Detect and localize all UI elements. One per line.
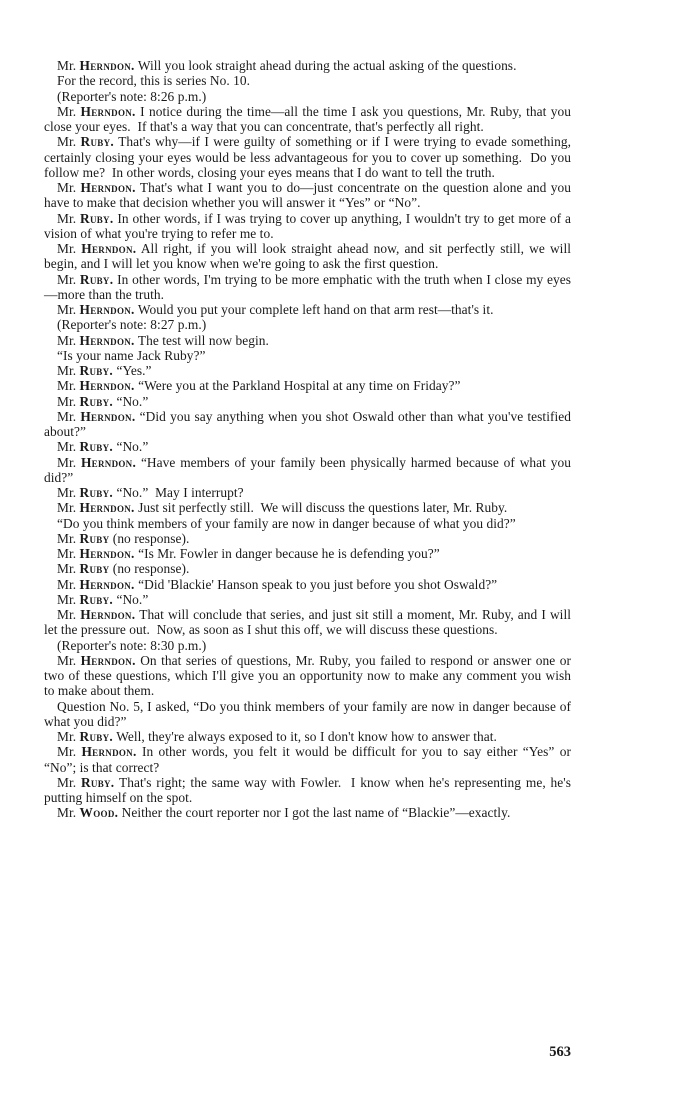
speaker-title: Mr. bbox=[57, 302, 77, 317]
speaker-name: Herndon. bbox=[79, 576, 135, 592]
speaker-title: Mr. bbox=[57, 805, 77, 821]
paragraph-text: “Is your name Jack Ruby?” bbox=[57, 347, 206, 363]
speaker-title: Mr. bbox=[57, 500, 77, 516]
speaker-title: Mr. bbox=[57, 576, 77, 592]
speaker-name: Herndon. bbox=[81, 241, 137, 256]
speaker-title: Mr. bbox=[57, 774, 77, 790]
transcript-paragraph bbox=[44, 134, 575, 180]
transcript-paragraph bbox=[44, 317, 571, 332]
paragraph-text: (Reporter's note: 8:26 p.m.) bbox=[57, 88, 207, 104]
page-number: 563 bbox=[549, 1044, 571, 1060]
paragraph-text: All right, if you will look straight ahead now, and sit perfectly still, we will begin, and I will let you know when we're going to ask the first question. bbox=[44, 241, 575, 272]
paragraph-text: For the record, this is series No. 10. bbox=[57, 73, 251, 89]
speaker-title: Mr. bbox=[57, 744, 77, 760]
paragraph-text: “No.” bbox=[113, 439, 149, 455]
transcript-paragraph bbox=[44, 652, 575, 699]
speaker-name: Wood. bbox=[79, 805, 119, 821]
paragraph-text: “Did 'Blackie' Hanson speak to you just before you shot Oswald?” bbox=[134, 576, 498, 592]
transcript-paragraph bbox=[44, 729, 571, 744]
speaker-title: Mr. bbox=[57, 363, 77, 378]
paragraph-text: Just sit perfectly still. We will discuss the questions later, Mr. Ruby. bbox=[134, 500, 508, 516]
speaker-title: Mr. bbox=[57, 58, 77, 73]
transcript-paragraph bbox=[44, 439, 571, 454]
speaker-name: Herndon. bbox=[79, 500, 135, 516]
paragraph-text: In other words, if I was trying to cover up anything, I wouldn't try to get more of a vision of what you're trying to refer me to. bbox=[44, 210, 575, 241]
transcript-paragraph bbox=[44, 698, 575, 730]
speaker-name: Ruby. bbox=[79, 591, 114, 607]
speaker-name: Ruby. bbox=[79, 271, 114, 287]
paragraph-text: “Yes.” bbox=[113, 363, 152, 378]
speaker-name: Ruby. bbox=[79, 485, 114, 500]
transcript-paragraph bbox=[44, 378, 571, 393]
paragraph-text: (no response). bbox=[109, 561, 190, 577]
transcript-paragraph bbox=[44, 500, 571, 515]
paragraph-text: (Reporter's note: 8:27 p.m.) bbox=[57, 317, 207, 333]
paragraph-text: That's right; the same way with Fowler. I know when he's representing me, he's putting himself on the spot. bbox=[44, 774, 575, 805]
paragraph-text: That will conclude that series, and just sit still a moment, Mr. Ruby, and I will let the pressure out. Now, as soon as I shut this off, we will discuss these questions. bbox=[44, 607, 575, 638]
speaker-title: Mr. bbox=[57, 241, 77, 256]
speaker-name: Herndon. bbox=[79, 546, 135, 561]
speaker-title: Mr. bbox=[57, 561, 77, 577]
paragraph-text: On that series of questions, Mr. Ruby, you failed to respond or answer one or two of these questions, which I'll give you an opportunity now to make any comment you wish to make about them. bbox=[44, 652, 575, 699]
paragraph-text: In other words, I'm trying to be more emphatic with the truth when I close my eyes—more than the truth. bbox=[44, 271, 572, 302]
transcript-paragraph bbox=[44, 485, 571, 500]
paragraph-text: In other words, you felt it would be difficult for you to say either “Yes” or “No”; is that correct? bbox=[44, 744, 575, 775]
transcript-paragraph bbox=[44, 73, 571, 88]
paragraph-text: I notice during the time—all the time I ask you questions, Mr. Ruby, that you close your eyes. If that's a way that you can concentrate, that's perfectly all right. bbox=[44, 103, 575, 134]
transcript-paragraph bbox=[44, 607, 575, 638]
transcript-paragraph bbox=[44, 638, 571, 653]
speaker-name: Herndon. bbox=[80, 454, 137, 470]
speaker-title: Mr. bbox=[57, 408, 77, 424]
speaker-title: Mr. bbox=[57, 103, 77, 119]
transcript-paragraph bbox=[44, 103, 575, 135]
transcript-paragraph bbox=[44, 577, 571, 592]
paragraph-text: “Were you at the Parkland Hospital at any time on Friday?” bbox=[134, 378, 461, 394]
speaker-title: Mr. bbox=[57, 652, 77, 668]
transcript-paragraph bbox=[44, 805, 571, 820]
paragraph-text: “No.” bbox=[113, 591, 149, 607]
transcript-paragraph bbox=[44, 744, 575, 775]
transcript-paragraph bbox=[44, 333, 571, 348]
speaker-name: Herndon. bbox=[79, 58, 135, 73]
speaker-name: Herndon. bbox=[80, 652, 136, 668]
transcript-paragraph bbox=[44, 363, 571, 378]
transcript-paragraph bbox=[44, 516, 571, 531]
transcript-paragraph bbox=[44, 241, 575, 272]
speaker-title: Mr. bbox=[57, 546, 77, 561]
speaker-name: Ruby. bbox=[80, 774, 115, 790]
speaker-title: Mr. bbox=[57, 530, 77, 546]
speaker-name: Herndon. bbox=[80, 103, 136, 119]
speaker-title: Mr. bbox=[57, 271, 77, 287]
speaker-name: Herndon. bbox=[80, 408, 136, 424]
speaker-name: Ruby. bbox=[80, 134, 115, 150]
transcript-paragraph bbox=[44, 531, 571, 546]
transcript-paragraph bbox=[44, 408, 575, 440]
speaker-title: Mr. bbox=[57, 454, 77, 470]
transcript-paragraph bbox=[44, 180, 575, 211]
transcript-paragraph bbox=[44, 89, 571, 104]
speaker-title: Mr. bbox=[57, 134, 77, 150]
paragraph-text: Question No. 5, I asked, “Do you think members of your family are now in danger because of what you did?” bbox=[44, 698, 575, 729]
paragraph-text: Will you look straight ahead during the actual asking of the questions. bbox=[134, 58, 517, 73]
speaker-title: Mr. bbox=[57, 439, 77, 455]
speaker-title: Mr. bbox=[57, 180, 77, 195]
speaker-title: Mr. bbox=[57, 393, 77, 409]
paragraph-text: “Do you think members of your family are now in danger because of what you did?” bbox=[57, 515, 516, 531]
speaker-name: Herndon. bbox=[79, 302, 135, 317]
paragraph-text: That's why—if I were guilty of something or if I were trying to evade something, certainly closing your eyes would be less advantageous for you to cover up something. Do you follow me? In other words, closing your eyes means that I do want to tell the truth. bbox=[44, 134, 575, 180]
transcript-paragraph bbox=[44, 302, 571, 317]
paragraph-text: That's what I want you to do—just concentrate on the question alone and you have to make that decision whether you will answer it “Yes” or “No”. bbox=[44, 180, 575, 211]
speaker-name: Herndon. bbox=[79, 332, 135, 348]
paragraph-text: “Is Mr. Fowler in danger because he is defending you?” bbox=[134, 546, 440, 561]
paragraph-text: Neither the court reporter nor I got the last name of “Blackie”—exactly. bbox=[118, 805, 511, 821]
transcript-paragraph bbox=[44, 210, 575, 242]
speaker-name: Ruby. bbox=[79, 363, 114, 378]
speaker-name: Ruby bbox=[79, 530, 110, 546]
transcript-paragraph bbox=[44, 774, 575, 806]
speaker-name: Herndon. bbox=[79, 378, 135, 394]
paragraph-text: Would you put your complete left hand on that arm rest—that's it. bbox=[134, 302, 494, 317]
speaker-name: Ruby. bbox=[79, 393, 114, 409]
transcript-paragraph bbox=[44, 272, 571, 303]
transcript-paragraph bbox=[44, 58, 571, 73]
speaker-title: Mr. bbox=[57, 378, 77, 394]
speaker-title: Mr. bbox=[57, 210, 77, 226]
paragraph-text: “No.” May I interrupt? bbox=[113, 485, 244, 500]
transcript-page bbox=[44, 58, 575, 821]
transcript-paragraph bbox=[44, 394, 571, 409]
paragraph-text: “Have members of your family been physically harmed because of what you did?” bbox=[44, 454, 575, 485]
paragraph-text: “No.” bbox=[113, 393, 149, 409]
speaker-name: Herndon. bbox=[81, 744, 137, 760]
paragraph-text: The test will now begin. bbox=[134, 332, 269, 348]
speaker-title: Mr. bbox=[57, 729, 77, 744]
transcript-paragraph bbox=[44, 592, 571, 607]
speaker-title: Mr. bbox=[57, 485, 77, 500]
paragraph-text: (Reporter's note: 8:30 p.m.) bbox=[57, 637, 207, 653]
speaker-name: Herndon. bbox=[80, 607, 136, 622]
paragraph-text: (no response). bbox=[109, 530, 190, 546]
speaker-title: Mr. bbox=[57, 607, 77, 622]
transcript-paragraph bbox=[44, 561, 571, 576]
speaker-name: Herndon. bbox=[80, 180, 136, 195]
speaker-title: Mr. bbox=[57, 332, 77, 348]
speaker-title: Mr. bbox=[57, 591, 77, 607]
speaker-name: Ruby bbox=[79, 561, 110, 577]
transcript-paragraph bbox=[44, 546, 571, 561]
paragraph-text: Well, they're always exposed to it, so I don't know how to answer that. bbox=[113, 729, 497, 744]
speaker-name: Ruby. bbox=[79, 729, 114, 744]
paragraph-text: “Did you say anything when you shot Oswald other than what you've testified about?” bbox=[44, 408, 575, 439]
transcript-paragraph bbox=[44, 348, 571, 363]
speaker-name: Ruby. bbox=[79, 210, 114, 226]
speaker-name: Ruby. bbox=[79, 439, 114, 455]
transcript-paragraph bbox=[44, 454, 575, 486]
